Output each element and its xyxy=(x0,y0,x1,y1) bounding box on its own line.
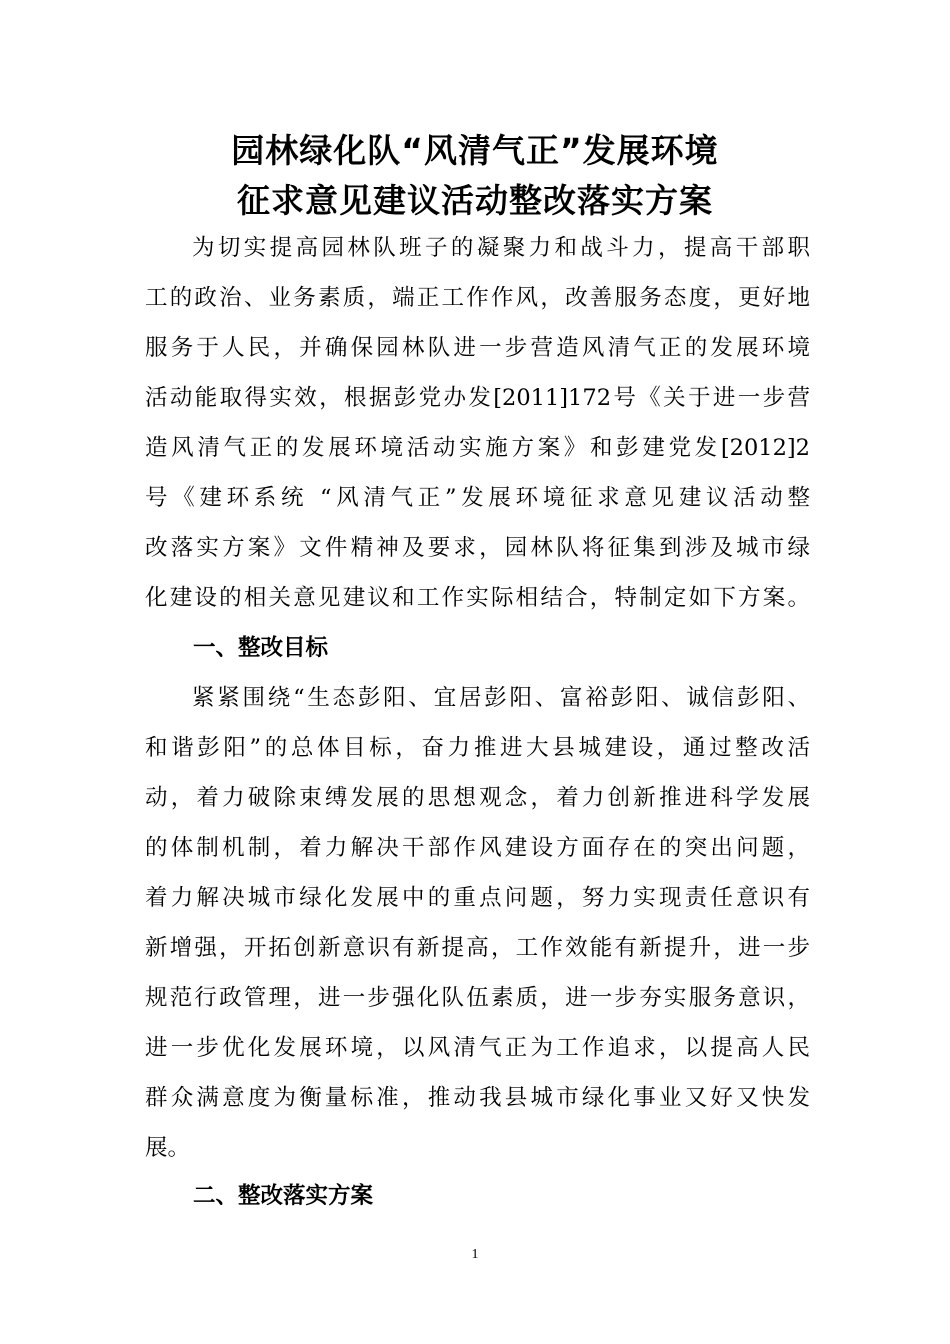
intro-line: 号《建环系统 “风清气正”发展环境征求意见建议活动整 xyxy=(145,485,810,511)
page-number: 1 xyxy=(471,1247,479,1262)
intro-line: 工的政治、业务素质，端正工作作风，改善服务态度，更好地 xyxy=(145,285,810,311)
section1-line: 的体制机制，着力解决干部作风建设方面存在的突出问题， xyxy=(145,835,810,861)
section1-line: 展。 xyxy=(145,1135,191,1161)
section-heading-plan: 二、整改落实方案 xyxy=(193,1183,374,1209)
document-title-line-1: 园林绿化队“风清气正”发展环境 xyxy=(231,131,719,170)
intro-line: 服务于人民，并确保园林队进一步营造风清气正的发展环境 xyxy=(145,335,810,361)
intro-line: 活动能取得实效，根据彭党办发[2011]172号《关于进一步营 xyxy=(145,385,810,411)
section1-line: 新增强，开拓创新意识有新提高，工作效能有新提升，进一步 xyxy=(145,935,810,961)
intro-line: 造风清气正的发展环境活动实施方案》和彭建党发[2012]2 xyxy=(145,435,810,461)
section1-line: 着力解决城市绿化发展中的重点问题，努力实现责任意识有 xyxy=(145,885,810,911)
section1-line: 和谐彭阳”的总体目标，奋力推进大县城建设，通过整改活 xyxy=(145,735,810,761)
section1-line: 进一步优化发展环境，以风清气正为工作追求，以提高人民 xyxy=(145,1035,810,1061)
section1-line: 紧紧围绕“生态彭阳、宜居彭阳、富裕彭阳、诚信彭阳、 xyxy=(192,685,810,711)
intro-line: 改落实方案》文件精神及要求，园林队将征集到涉及城市绿 xyxy=(145,535,810,561)
intro-line: 为切实提高园林队班子的凝聚力和战斗力，提高干部职 xyxy=(192,235,810,261)
section-heading-goals: 一、整改目标 xyxy=(193,635,329,661)
section1-line: 规范行政管理，进一步强化队伍素质，进一步夯实服务意识， xyxy=(145,985,810,1011)
document-title-line-2: 征求意见建议活动整改落实方案 xyxy=(237,181,713,220)
section1-line: 动，着力破除束缚发展的思想观念，着力创新推进科学发展 xyxy=(145,785,810,811)
section1-line: 群众满意度为衡量标准，推动我县城市绿化事业又好又快发 xyxy=(145,1085,810,1111)
intro-line: 化建设的相关意见建议和工作实际相结合，特制定如下方案。 xyxy=(145,585,810,611)
